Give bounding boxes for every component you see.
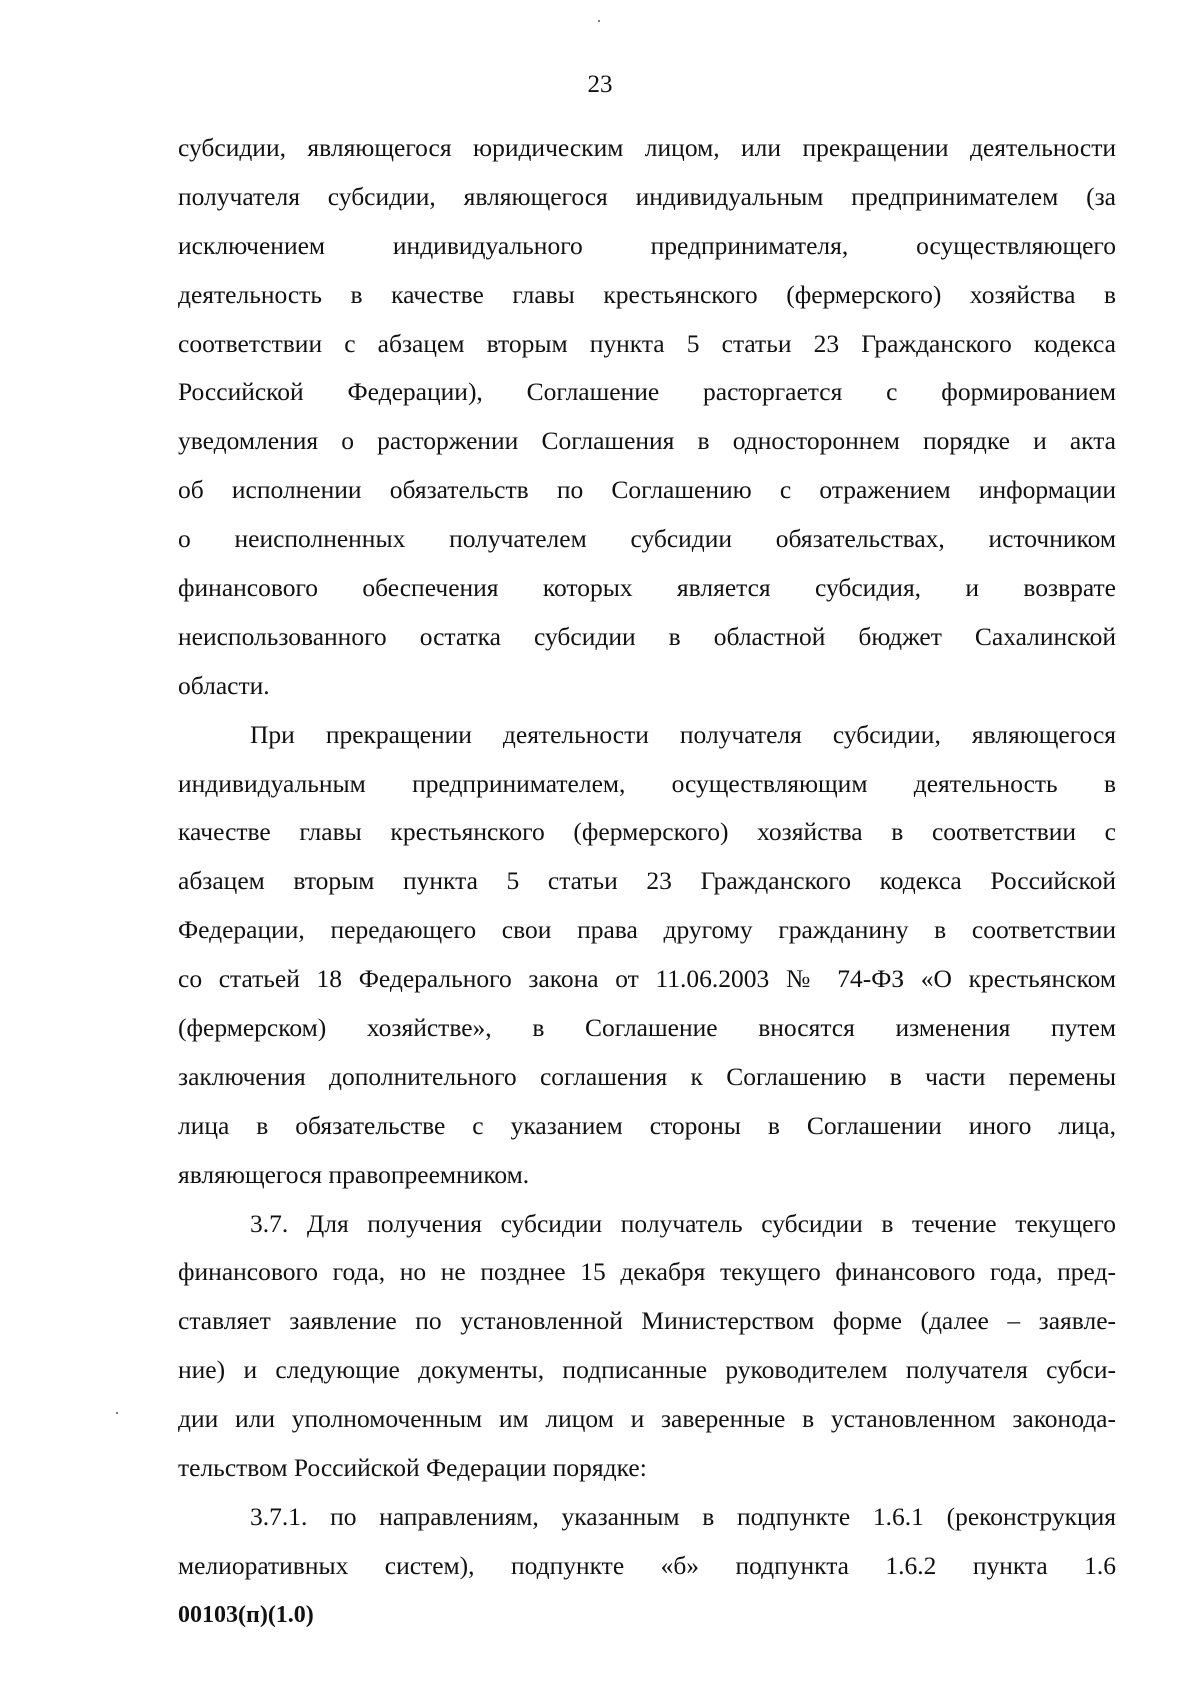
text-line: тельством Российской Федерации порядке: (178, 1453, 647, 1483)
text-line: Российской Федерации), Соглашение расторгается с формированием (178, 377, 1116, 407)
text-line: Федерации, передающего свои права другому гражданину в соответствии (178, 915, 1116, 945)
text-line: мелиоративных систем), подпункте «б» подпункта 1.6.2 пункта 1.6 (178, 1550, 1116, 1580)
text-line: качестве главы крестьянского (фермерского) хозяйства в соответствии с (178, 817, 1116, 847)
document-body (178, 124, 1116, 1591)
text-line: ставляет заявление по установленной Министерством форме (далее – заявле- (178, 1306, 1116, 1336)
paragraph-3-7-1 (178, 1493, 1116, 1591)
text-line: являющегося правопреемником. (178, 1159, 530, 1189)
text-line: соответствии с абзацем вторым пункта 5 статьи 23 Гражданского кодекса (178, 328, 1116, 358)
paragraph-3-7 (178, 1200, 1116, 1493)
page-number: 23 (587, 71, 613, 98)
paragraph-continuation (178, 124, 1116, 711)
text-line: заключения дополнительного соглашения к Соглашению в части перемены (178, 1061, 1116, 1091)
text-line: финансового обеспечения которых является субсидия, и возврате (178, 573, 1116, 603)
text-line: со статьей 18 Федерального закона от 11.06.2003 № 74-ФЗ «О крестьянском (178, 964, 1116, 994)
scan-speck (598, 20, 600, 22)
text-line: 3.7.1. по направлениям, указанным в подпункте 1.6.1 (реконструкция (250, 1501, 1116, 1531)
text-line: получателя субсидии, являющегося индивидуальным предпринимателем (за (178, 181, 1116, 211)
text-line: финансового года, но не позднее 15 декабря текущего финансового года, пред- (178, 1257, 1116, 1287)
text-line: дии или уполномоченным им лицом и заверенные в установленном законода- (178, 1404, 1116, 1434)
document-code: 00103(п)(1.0) (178, 1602, 314, 1628)
text-line: индивидуальным предпринимателем, осуществляющим деятельность в (178, 768, 1116, 798)
text-line: уведомления о расторжении Соглашения в одностороннем порядке и акта (178, 426, 1116, 456)
text-line: лица в обязательстве с указанием стороны в Соглашении иного лица, (178, 1110, 1116, 1140)
text-line: области. (178, 670, 270, 700)
text-line: ние) и следующие документы, подписанные руководителем получателя субси- (178, 1355, 1116, 1385)
text-line: неиспользованного остатка субсидии в областной бюджет Сахалинской (178, 621, 1116, 651)
text-line: 3.7. Для получения субсидии получатель субсидии в течение текущего (250, 1208, 1116, 1238)
text-line: (фермерском) хозяйстве», в Соглашение вносятся изменения путем (178, 1013, 1116, 1043)
paragraph-succession (178, 711, 1116, 1200)
text-line: При прекращении деятельности получателя субсидии, являющегося (250, 719, 1116, 749)
scan-speck (116, 1412, 118, 1414)
text-line: абзацем вторым пункта 5 статьи 23 Гражданского кодекса Российской (178, 866, 1116, 896)
text-line: субсидии, являющегося юридическим лицом, или прекращении деятельности (178, 133, 1116, 162)
text-line: о неисполненных получателем субсидии обязательствах, источником (178, 524, 1116, 554)
text-line: деятельность в качестве главы крестьянского (фермерского) хозяйства в (178, 279, 1116, 309)
text-line: об исполнении обязательств по Соглашению с отражением информации (178, 475, 1116, 505)
text-line: исключением индивидуального предпринимателя, осуществляющего (178, 230, 1116, 260)
